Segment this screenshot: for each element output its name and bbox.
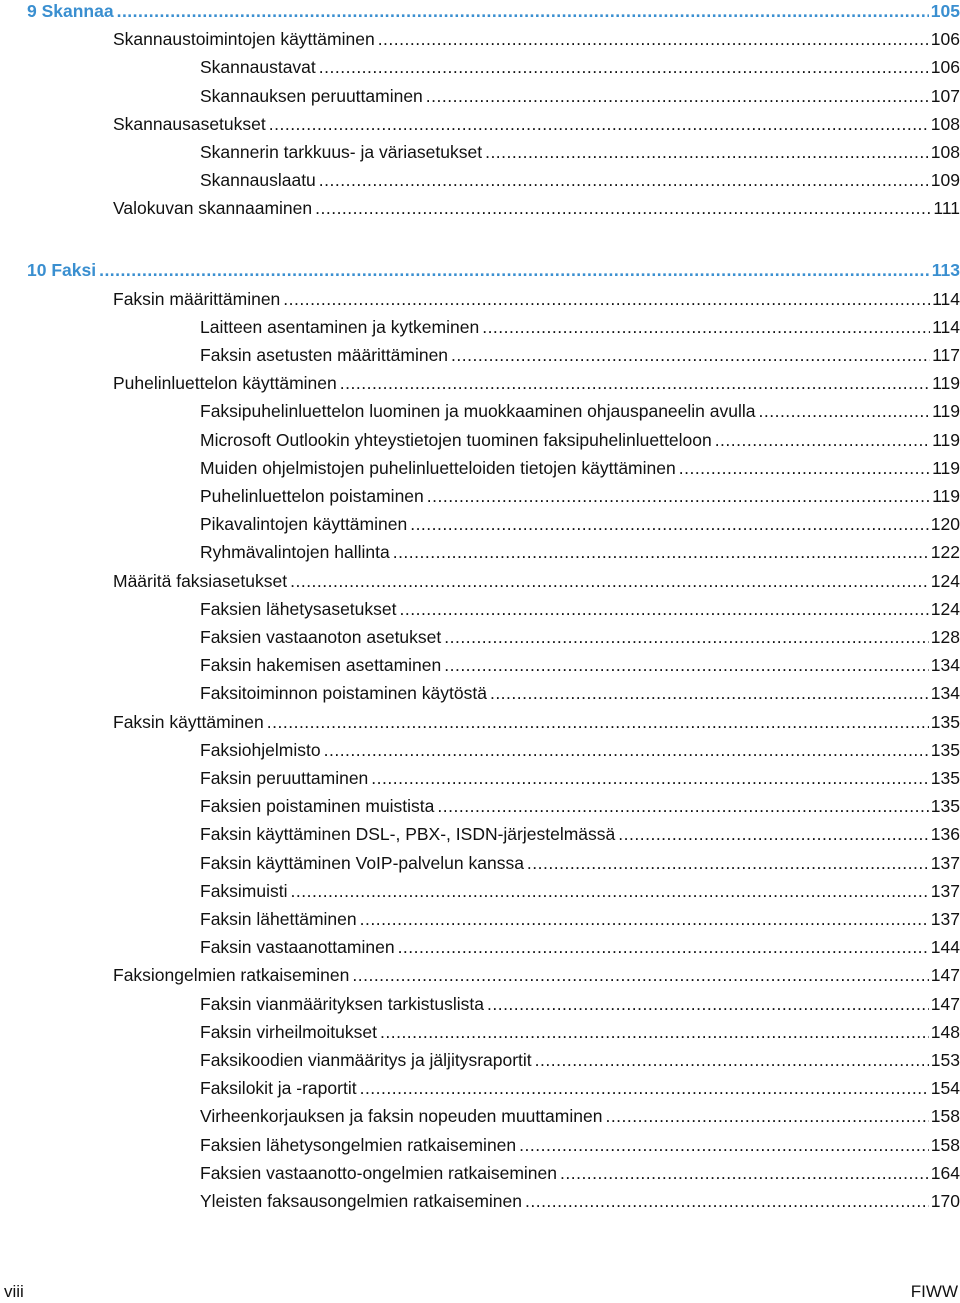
toc-entry[interactable]: [200, 1156, 960, 1184]
toc-entry-page-number: 137: [930, 852, 960, 873]
toc-entry-page-number: 119: [932, 373, 960, 394]
toc-entry-page-number: 134: [930, 683, 960, 704]
dot-leader: [269, 113, 929, 135]
toc-entry-page-number: 135: [930, 796, 960, 817]
toc-entry[interactable]: [200, 817, 960, 845]
toc-entry-title: Faksimuisti: [200, 880, 288, 901]
dot-leader: [267, 711, 929, 733]
toc-entry[interactable]: [113, 958, 960, 986]
toc-entry[interactable]: [200, 592, 960, 620]
dot-leader: [360, 1077, 929, 1099]
dot-leader: [525, 1190, 929, 1212]
toc-entry-title: Ryhmävalintojen hallinta: [200, 542, 390, 563]
toc-entry-page-number: 119: [932, 457, 960, 478]
toc-entry-title: Puhelinluettelon poistaminen: [200, 486, 424, 506]
dot-leader: [482, 316, 930, 338]
dot-leader: [444, 626, 929, 648]
dot-leader: [393, 541, 929, 563]
toc-entry-title: Faksipuhelinluettelon luominen ja muokkaaminen ohjauspaneelin avulla: [200, 401, 756, 422]
toc-entry-title: Skannaustavat: [200, 57, 316, 78]
toc-entry[interactable]: [200, 479, 960, 507]
toc-entry-page-number: 137: [930, 909, 960, 929]
toc-entry-title: Yleisten faksausongelmien ratkaiseminen: [200, 1191, 522, 1211]
dot-leader: [117, 0, 929, 22]
toc-entry[interactable]: [113, 22, 960, 50]
toc-entry-title: Faksilokit ja -raportit: [200, 1078, 357, 1099]
toc-entry-title: 9 Skannaa: [27, 1, 114, 21]
dot-leader: [527, 852, 929, 874]
toc-entry-title: Faksin lähettäminen: [200, 909, 357, 929]
page-number: viii: [4, 1282, 24, 1301]
toc-entry[interactable]: [113, 564, 960, 592]
toc-entry[interactable]: [113, 705, 960, 733]
toc-entry[interactable]: [200, 1099, 960, 1127]
toc-entry[interactable]: [200, 874, 960, 902]
toc-entry[interactable]: [200, 79, 960, 107]
toc-entry-page-number: 114: [932, 316, 960, 337]
dot-leader: [400, 598, 929, 620]
dot-leader: [451, 344, 930, 366]
toc-entry-page-number: 147: [930, 993, 960, 1014]
toc-entry-title: Faksitoiminnon poistaminen käytöstä: [200, 683, 487, 704]
toc-entry-page-number: 164: [930, 1162, 960, 1183]
toc-entry-page-number: 113: [931, 260, 960, 281]
footer-label: FIWW: [910, 1282, 958, 1301]
toc-entry-title: Skannauslaatu: [200, 170, 316, 191]
dot-leader: [605, 1105, 928, 1127]
toc-entry-page-number: 154: [930, 1078, 960, 1099]
toc-entry-page-number: 108: [930, 142, 960, 162]
toc-entry-page-number: 148: [930, 1021, 960, 1042]
toc-entry-page-number: 119: [932, 401, 960, 422]
toc-entry-page-number: 109: [930, 170, 960, 191]
toc-entry-page-number: 117: [932, 345, 960, 365]
toc-entry[interactable]: [200, 451, 960, 479]
toc-entry-page-number: 135: [930, 711, 960, 732]
toc-entry-title: Faksin hakemisen asettaminen: [200, 655, 442, 676]
toc-entry-page-number: 111: [933, 198, 960, 219]
toc-entry-page-number: 114: [932, 288, 960, 309]
toc-entry-title: Faksikoodien vianmääritys ja jäljitysraportit: [200, 1050, 532, 1070]
toc-entry[interactable]: [200, 423, 960, 451]
toc-entry-title: 10 Faksi: [27, 260, 97, 281]
dot-leader: [371, 767, 929, 789]
toc-entry[interactable]: [200, 394, 960, 422]
toc-entry[interactable]: [200, 135, 960, 163]
toc-entry[interactable]: [200, 310, 960, 338]
toc-entry-title: Puhelinluettelon käyttäminen: [113, 373, 337, 394]
dot-leader: [290, 570, 929, 592]
toc-entry-title: Faksin vianmäärityksen tarkistuslista: [200, 993, 484, 1014]
toc-entry-title: Faksien lähetysongelmien ratkaiseminen: [200, 1134, 517, 1155]
dot-leader: [490, 682, 929, 704]
toc-entry[interactable]: [200, 507, 960, 535]
toc-entry[interactable]: [200, 761, 960, 789]
dot-leader: [360, 908, 929, 930]
toc-entry[interactable]: [113, 366, 960, 394]
toc-entry-page-number: 158: [930, 1134, 960, 1155]
toc-entry[interactable]: [200, 930, 960, 958]
toc-entry[interactable]: [113, 282, 960, 310]
toc-chapter-entry[interactable]: [27, 253, 960, 281]
dot-leader: [283, 288, 930, 310]
toc-entry-title: Faksin virheilmoitukset: [200, 1021, 377, 1042]
dot-leader: [340, 372, 930, 394]
toc-entry-page-number: 137: [930, 880, 960, 901]
dot-leader: [487, 993, 929, 1015]
toc-entry-page-number: 124: [930, 570, 960, 591]
toc-entry[interactable]: [200, 338, 960, 366]
dot-leader: [426, 85, 929, 107]
dot-leader: [715, 429, 930, 451]
toc-entry-title: Faksin käyttäminen DSL-, PBX-, ISDN-järjestelmässä: [200, 824, 616, 845]
dot-leader: [291, 880, 929, 902]
dot-leader: [759, 400, 931, 422]
dot-leader: [679, 457, 930, 479]
toc-entry[interactable]: [113, 191, 960, 219]
toc-entry-title: Laitteen asentaminen ja kytkeminen: [200, 316, 480, 337]
toc-entry-title: Skannauksen peruuttaminen: [200, 85, 423, 106]
toc-entry[interactable]: [200, 902, 960, 930]
toc-entry[interactable]: [200, 620, 960, 648]
toc-entry[interactable]: [200, 1128, 960, 1156]
dot-leader: [99, 259, 930, 281]
toc-entry-title: Faksin käyttäminen VoIP-palvelun kanssa: [200, 852, 524, 873]
toc-entry-page-number: 136: [930, 824, 960, 845]
toc-entry[interactable]: [200, 676, 960, 704]
toc-entry-title: Skannaustoimintojen käyttäminen: [113, 29, 375, 50]
toc-entry[interactable]: [200, 163, 960, 191]
toc-entry-title: Pikavalintojen käyttäminen: [200, 514, 408, 535]
toc-entry-page-number: 120: [930, 514, 960, 535]
toc-entry-title: Faksin peruuttaminen: [200, 768, 369, 788]
dot-leader: [485, 141, 929, 163]
dot-leader: [324, 739, 929, 761]
dot-leader: [398, 936, 929, 958]
dot-leader: [319, 56, 929, 78]
toc-entry-title: Faksien vastaanoton asetukset: [200, 627, 442, 647]
dot-leader: [319, 169, 929, 191]
toc-entry[interactable]: [200, 1043, 960, 1071]
dot-leader: [427, 485, 930, 507]
toc-entry-page-number: 128: [930, 627, 960, 647]
dot-leader: [315, 197, 931, 219]
toc-entry-page-number: 135: [930, 739, 960, 760]
dot-leader: [437, 795, 928, 817]
toc-entry[interactable]: [200, 1184, 960, 1212]
toc-entry-title: Faksin määrittäminen: [113, 288, 281, 309]
toc-entry-page-number: 124: [930, 598, 960, 619]
toc-entry-title: Faksien vastaanotto-ongelmien ratkaiseminen: [200, 1162, 557, 1183]
dot-leader: [378, 28, 929, 50]
toc-entry[interactable]: [200, 987, 960, 1015]
toc-entry[interactable]: [113, 107, 960, 135]
toc-entry-title: Faksiohjelmisto: [200, 739, 321, 760]
toc-entry-title: Valokuvan skannaaminen: [113, 198, 313, 219]
toc-entry-title: Faksin vastaanottaminen: [200, 937, 395, 958]
toc-entry-title: Faksien poistaminen muistista: [200, 796, 435, 817]
toc-entry[interactable]: [200, 50, 960, 78]
toc-entry-title: Faksin käyttäminen: [113, 711, 264, 732]
toc-entry-page-number: 170: [930, 1191, 960, 1211]
toc-entry-page-number: 153: [930, 1050, 960, 1070]
dot-leader: [519, 1134, 929, 1156]
toc-entry-page-number: 106: [930, 57, 960, 78]
toc-entry-page-number: 158: [930, 1106, 960, 1127]
toc-entry-title: Määritä faksiasetukset: [113, 570, 288, 591]
dot-leader: [618, 823, 929, 845]
toc-entry[interactable]: [200, 535, 960, 563]
toc-entry-page-number: 144: [930, 937, 960, 958]
toc-entry[interactable]: [200, 1015, 960, 1043]
toc-entry-title: Muiden ohjelmistojen puhelinluetteloiden tietojen käyttäminen: [200, 457, 676, 478]
dot-leader: [535, 1049, 929, 1071]
toc-entry-page-number: 106: [930, 29, 960, 50]
dot-leader: [560, 1162, 929, 1184]
dot-leader: [380, 1021, 929, 1043]
toc-entry-page-number: 119: [932, 429, 960, 450]
toc-entry-page-number: 119: [932, 486, 960, 506]
toc-entry-page-number: 105: [930, 1, 960, 21]
toc-entry[interactable]: [200, 846, 960, 874]
toc-entry-title: Microsoft Outlookin yhteystietojen tuominen faksipuhelinluetteloon: [200, 429, 712, 450]
toc-entry-title: Skannausasetukset: [113, 113, 266, 134]
toc-entry-title: Skannerin tarkkuus- ja väriasetukset: [200, 142, 483, 162]
toc-entry-page-number: 108: [930, 113, 960, 134]
dot-leader: [352, 964, 928, 986]
dot-leader: [444, 654, 929, 676]
toc-entry-page-number: 122: [930, 542, 960, 563]
toc-chapter-entry[interactable]: [27, 0, 960, 22]
toc-entry-page-number: 147: [930, 965, 960, 986]
toc-entry-page-number: 107: [930, 85, 960, 106]
toc-entry-page-number: 134: [930, 655, 960, 676]
toc-entry-title: Faksin asetusten määrittäminen: [200, 345, 449, 365]
toc-entry[interactable]: [200, 1071, 960, 1099]
toc-entry-title: Faksiongelmien ratkaiseminen: [113, 965, 350, 986]
toc-entry[interactable]: [200, 733, 960, 761]
toc-entry[interactable]: [200, 648, 960, 676]
toc-entry[interactable]: [200, 789, 960, 817]
toc-entry-title: Virheenkorjauksen ja faksin nopeuden muuttaminen: [200, 1106, 603, 1127]
dot-leader: [410, 513, 929, 535]
toc-entry-page-number: 135: [930, 768, 960, 788]
toc-entry-title: Faksien lähetysasetukset: [200, 598, 397, 619]
